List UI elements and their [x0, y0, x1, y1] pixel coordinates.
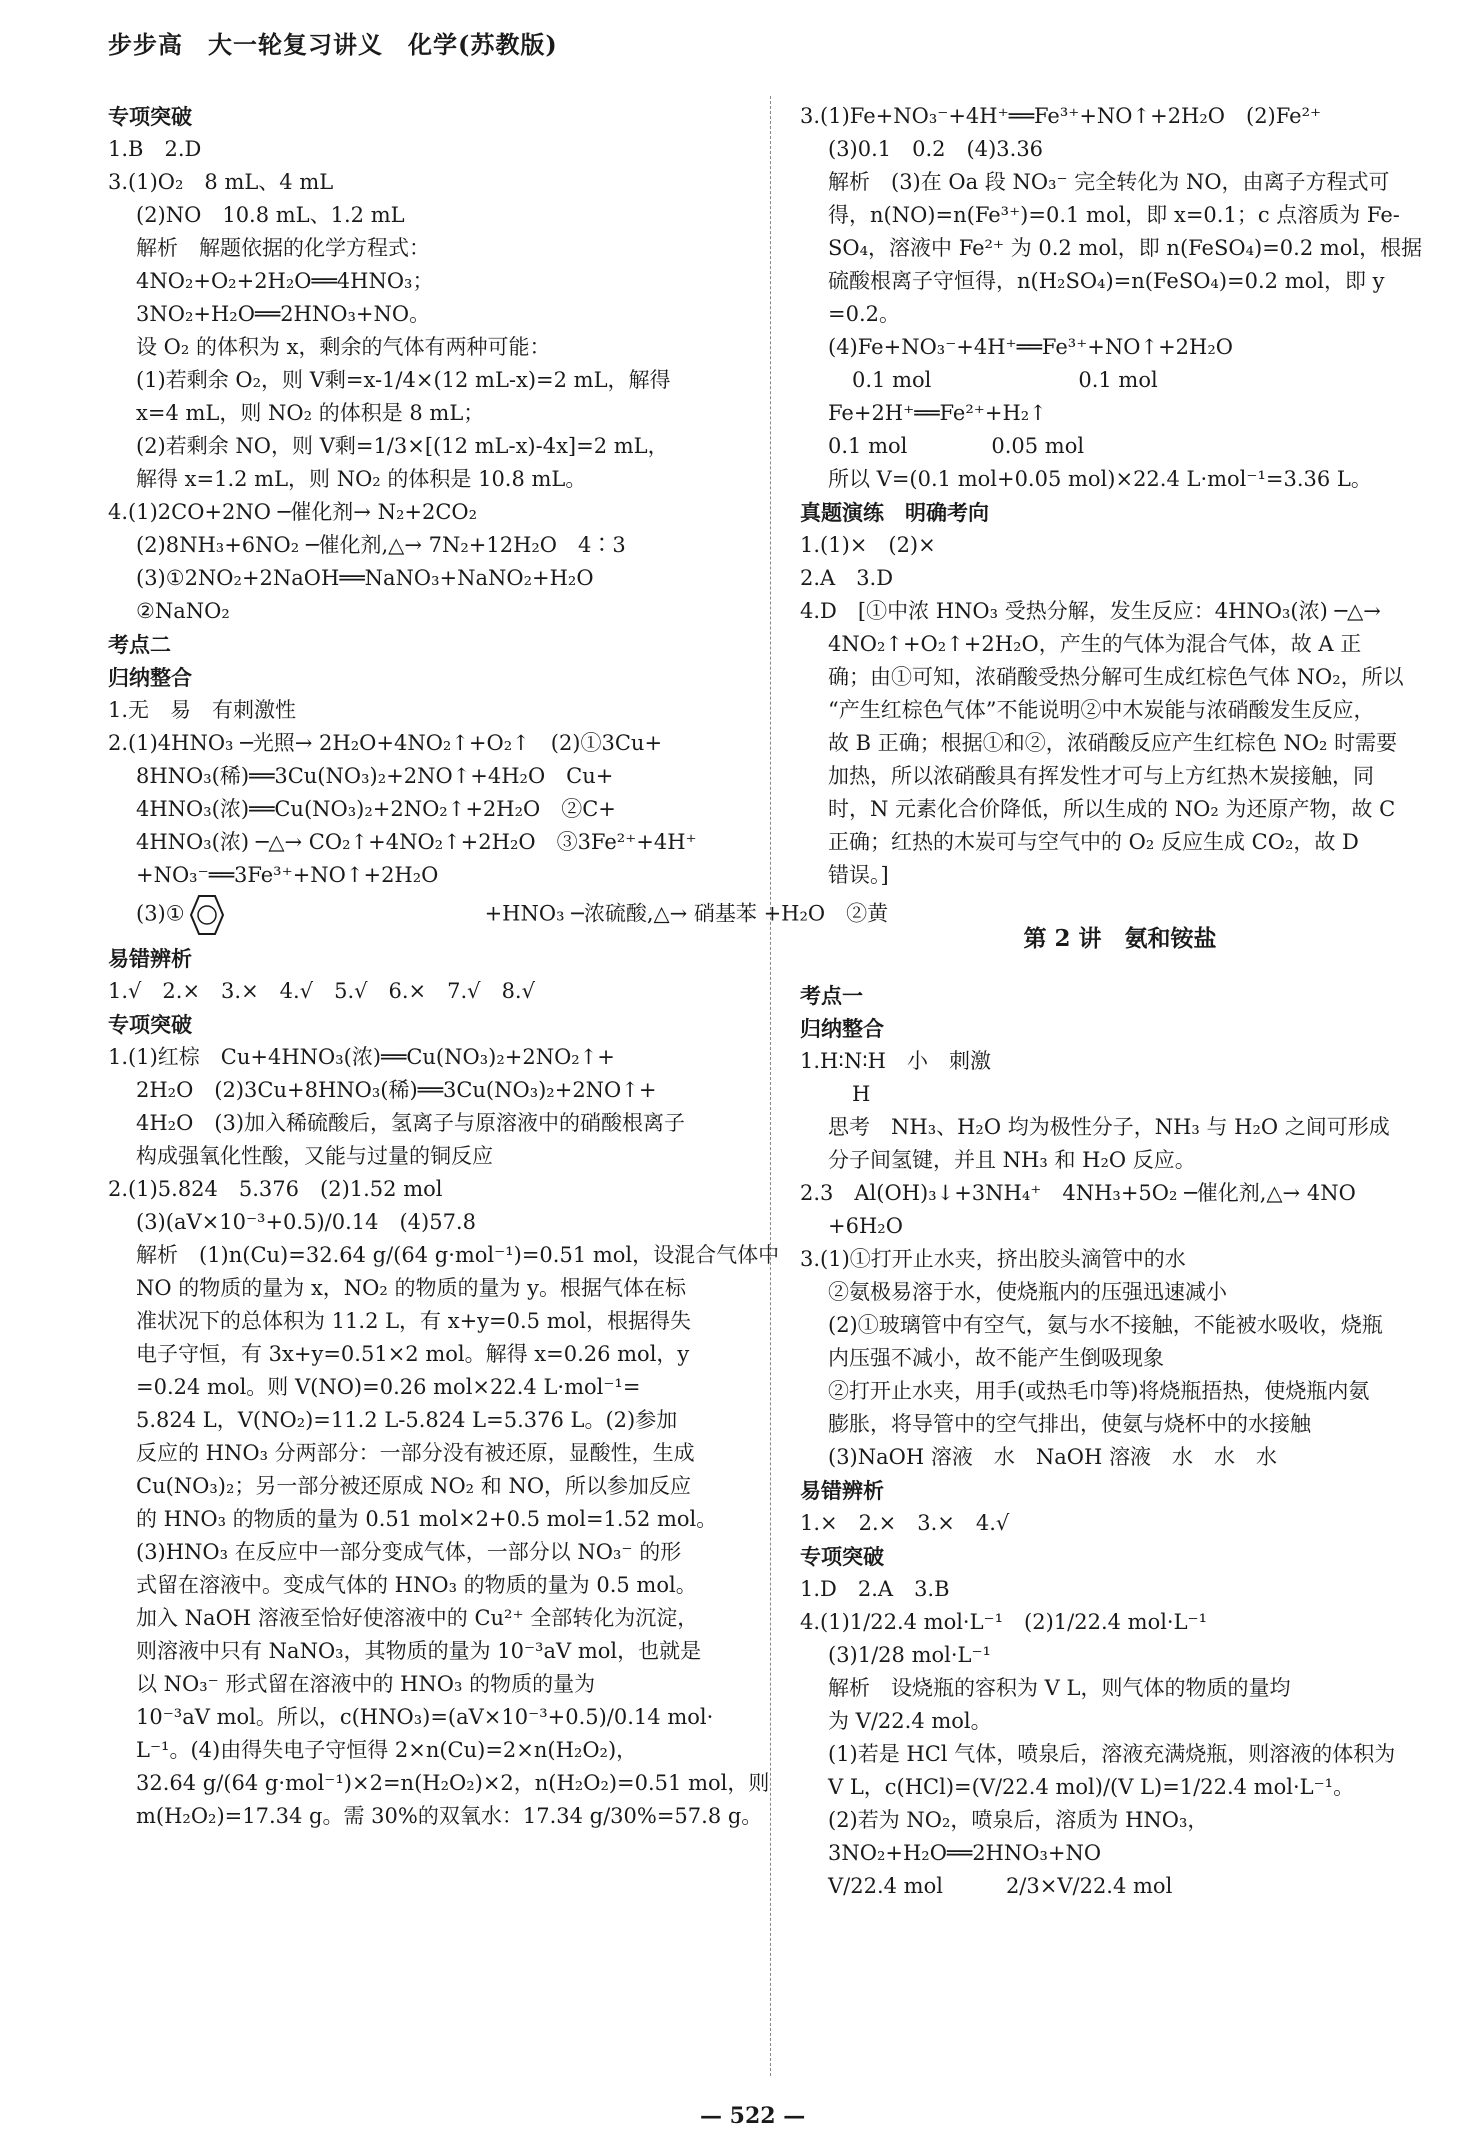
text-line: [800, 1870, 1440, 1903]
text-line: [800, 133, 1440, 166]
text-line: [108, 1041, 748, 1074]
text-line: [108, 1569, 748, 1602]
running-header: 步步高 大一轮复习讲义 化学(苏教版): [108, 30, 558, 59]
text-line: [800, 1078, 1440, 1111]
line-text: 0.1 mol 0.1 mol: [852, 368, 1158, 392]
line-text: 正确；红热的木炭可与空气中的 O₂ 反应生成 CO₂，故 D: [828, 830, 1359, 854]
line-text: 1.√ 2.× 3.× 4.√ 5.√ 6.× 7.√ 8.√: [108, 979, 535, 1003]
line-text: (1)若剩余 O₂，则 V剩=x-1/4×(12 mL-x)=2 mL，解得: [136, 368, 671, 392]
text-line: [800, 1045, 1440, 1078]
section-heading: [108, 100, 748, 133]
line-text: 1.无 易 有刺激性: [108, 698, 297, 722]
line-text: (1)若是 HCl 气体，喷泉后，溶液充满烧瓶，则溶液的体积为: [828, 1742, 1396, 1766]
line-text: 专项突破: [800, 1544, 884, 1569]
text-line: [800, 1672, 1440, 1705]
text-line: [108, 1767, 770, 1800]
text-line: [800, 1441, 1440, 1474]
line-text: 3NO₂+H₂O══2HNO₃+NO: [828, 1841, 1102, 1865]
line-text: H: [852, 1082, 871, 1106]
text-line: [108, 727, 748, 760]
text-line: [108, 760, 748, 793]
line-text: 1.× 2.× 3.× 4.√: [800, 1511, 1010, 1535]
text-line: [108, 1074, 748, 1107]
section-heading: [108, 628, 748, 661]
benzene-structure-icon: [185, 892, 485, 938]
text-line: [800, 100, 1440, 133]
line-text: =0.24 mol。则 V(NO)=0.26 mol×22.4 L·mol⁻¹=: [136, 1375, 641, 1399]
line-text: (3)①2NO₂+2NaOH══NaNO₃+NaNO₂+H₂O: [136, 566, 594, 590]
line-text: x=4 mL，则 NO₂ 的体积是 8 mL；: [136, 401, 485, 425]
line-text: (2)若剩余 NO，则 V剩=1/3×[(12 mL-x)-4x]=2 mL，: [136, 434, 669, 458]
section-heading: [800, 1540, 1440, 1573]
line-text: 式留在溶液中。变成气体的 HNO₃ 的物质的量为 0.5 mol。: [136, 1573, 697, 1597]
text-line: [108, 892, 889, 942]
line-text: Cu(NO₃)₂；另一部分被还原成 NO₂ 和 NO，所以参加反应: [136, 1474, 692, 1498]
text-line: [108, 1536, 748, 1569]
text-line: [800, 826, 1440, 859]
text-line: [108, 1206, 748, 1239]
text-line: [800, 1144, 1440, 1177]
text-line: [108, 1140, 748, 1173]
text-line: [800, 1210, 1440, 1243]
line-text: 2.3 Al(OH)₃↓+3NH₄⁺ 4NH₃+5O₂ ─催化剂,△→ 4NO: [800, 1181, 1356, 1205]
text-line: [108, 826, 748, 859]
line-text: (3)1/28 mol·L⁻¹: [828, 1643, 991, 1667]
line-text: 错误。]: [828, 863, 889, 887]
text-line: [108, 463, 748, 496]
line-text: 所以 V=(0.1 mol+0.05 mol)×22.4 L·mol⁻¹=3.36 L。: [828, 467, 1372, 491]
line-text: 2.(1)4HNO₃ ─光照→ 2H₂O+4NO₂↑+O₂↑ (2)①3Cu+: [108, 731, 663, 755]
section-heading: [800, 1012, 1440, 1045]
text-line: [108, 529, 748, 562]
section-heading: [800, 979, 1440, 1012]
line-text: 准状况下的总体积为 11.2 L，有 x+y=0.5 mol，根据得失: [136, 1309, 691, 1333]
text-line: [800, 1309, 1440, 1342]
text-line: [800, 1837, 1440, 1870]
line-text: 考点二: [108, 632, 171, 657]
line-text: 时，N 元素化合价降低，所以生成的 NO₂ 为还原产物，故 C: [828, 797, 1396, 821]
line-text: (2)①玻璃管中有空气，氨与水不接触，不能被水吸收，烧瓶: [828, 1313, 1383, 1337]
text-line: [800, 760, 1440, 793]
line-text: (3)NaOH 溶液 水 NaOH 溶液 水 水 水: [828, 1445, 1277, 1469]
line-text: NO 的物质的量为 x，NO₂ 的物质的量为 y。根据气体在标: [136, 1276, 687, 1300]
text-line: [800, 1111, 1440, 1144]
text-line: [800, 1375, 1440, 1408]
line-text: 3.(1)Fe+NO₃⁻+4H⁺══Fe³⁺+NO↑+2H₂O (2)Fe²⁺: [800, 104, 1322, 128]
line-text: 4H₂O (3)加入稀硫酸后，氢离子与原溶液中的硝酸根离子: [136, 1111, 686, 1135]
line-text: 以 NO₃⁻ 形式留在溶液中的 HNO₃ 的物质的量为: [136, 1672, 596, 1696]
line-text: ②打开止水夹，用手(或热毛巾等)将烧瓶捂热，使烧瓶内氨: [828, 1379, 1370, 1403]
line-text: V L，c(HCl)=(V/22.4 mol)/(V L)=1/22.4 mol·L⁻¹。: [828, 1775, 1355, 1799]
line-text: 解析 解题依据的化学方程式：: [136, 236, 430, 260]
line-text: 归纳整合: [108, 665, 192, 690]
line-text: 4.(1)2CO+2NO ─催化剂→ N₂+2CO₂: [108, 500, 478, 524]
text-line: [108, 298, 748, 331]
line-text: 的 HNO₃ 的物质的量为 0.51 mol×2+0.5 mol=1.52 mol。: [136, 1507, 718, 1531]
line-text: 确；由①可知，浓硝酸受热分解可生成红棕色气体 NO₂，所以: [828, 665, 1404, 689]
text-line: [800, 298, 1440, 331]
line-text: 4.D [①中浓 HNO₃ 受热分解，发生反应：4HNO₃(浓) ─△→: [800, 599, 1381, 623]
text-line: [108, 430, 748, 463]
line-text: 4.(1)1/22.4 mol·L⁻¹ (2)1/22.4 mol·L⁻¹: [800, 1610, 1208, 1634]
line-text: (3)①: [136, 901, 185, 926]
line-text: “产生红棕色气体”不能说明②中木炭能与浓硝酸发生反应，: [828, 698, 1375, 722]
line-text: 1.B 2.D: [108, 137, 202, 161]
line-text: ②NaNO₂: [136, 599, 230, 623]
line-text: 解析 (3)在 Oa 段 NO₃⁻ 完全转化为 NO，由离子方程式可: [828, 170, 1390, 194]
line-text: 归纳整合: [800, 1016, 884, 1041]
text-line: [800, 859, 1440, 892]
section-heading: [800, 1474, 1440, 1507]
line-text: 2.A 3.D: [800, 566, 894, 590]
text-line: [800, 1276, 1440, 1309]
line-text: 专项突破: [108, 104, 192, 129]
text-line: [800, 1243, 1440, 1276]
line-text: 得，n(NO)=n(Fe³⁺)=0.1 mol，即 x=0.1；c 点溶质为 Fe-: [828, 203, 1400, 227]
text-line: [800, 1342, 1440, 1375]
line-text: (3)HNO₃ 在反应中一部分变成气体，一部分以 NO₃⁻ 的形: [136, 1540, 682, 1564]
line-text: 4HNO₃(浓) ─△→ CO₂↑+4NO₂↑+2H₂O ③3Fe²⁺+4H⁺: [136, 830, 697, 854]
text-line: [108, 562, 748, 595]
line-text: 构成强氧化性酸，又能与过量的铜反应: [136, 1144, 493, 1168]
nitration-caption: +HNO₃ ─浓硫酸,△→ 硝基苯 +H₂O ②黄: [484, 901, 889, 926]
line-text: 则溶液中只有 NaNO₃，其物质的量为 10⁻³aV mol，也就是: [136, 1639, 702, 1663]
line-text: 5.824 L，V(NO₂)=11.2 L-5.824 L=5.376 L。(2)参加: [136, 1408, 678, 1432]
line-text: 思考 NH₃、H₂O 均为极性分子，NH₃ 与 H₂O 之间可形成: [828, 1115, 1390, 1139]
text-line: [800, 661, 1440, 694]
text-line: [108, 1239, 780, 1272]
line-text: 反应的 HNO₃ 分两部分：一部分没有被还原，显酸性，生成: [136, 1441, 695, 1465]
text-line: [108, 1173, 748, 1206]
text-line: [800, 1507, 1440, 1540]
line-text: 4NO₂↑+O₂↑+2H₂O，产生的气体为混合气体，故 A 正: [828, 632, 1362, 656]
text-line: [108, 265, 748, 298]
text-line: [108, 1338, 748, 1371]
text-line: [800, 331, 1440, 364]
line-text: 4HNO₃(浓)══Cu(NO₃)₂+2NO₂↑+2H₂O ②C+: [136, 797, 616, 821]
line-text: 3.(1)O₂ 8 mL、4 mL: [108, 170, 334, 194]
line-text: ②氨极易溶于水，使烧瓶内的压强迅速减小: [828, 1280, 1227, 1304]
page-number: — 522 —: [700, 2103, 806, 2129]
line-text: Fe+2H⁺══Fe²⁺+H₂↑: [828, 401, 1047, 425]
text-line: [108, 1503, 748, 1536]
line-text: m(H₂O₂)=17.34 g。需 30%的双氧水：17.34 g/30%=57.8 g。: [136, 1804, 763, 1828]
section-heading: [108, 661, 748, 694]
line-text: 1.(1)红棕 Cu+4HNO₃(浓)══Cu(NO₃)₂+2NO₂↑+: [108, 1045, 615, 1069]
text-line: [108, 595, 748, 628]
line-text: 2.(1)5.824 5.376 (2)1.52 mol: [108, 1177, 443, 1201]
line-text: 4NO₂+O₂+2H₂O══4HNO₃；: [136, 269, 434, 293]
text-line: [108, 1668, 748, 1701]
line-text: 1.D 2.A 3.B: [800, 1577, 950, 1601]
text-line: [108, 1404, 748, 1437]
line-text: 0.1 mol 0.05 mol: [828, 434, 1085, 458]
line-text: 硫酸根离子守恒得，n(H₂SO₄)=n(FeSO₄)=0.2 mol，即 y: [828, 269, 1385, 293]
text-line: [108, 859, 748, 892]
line-text: 设 O₂ 的体积为 x，剩余的气体有两种可能：: [136, 335, 551, 359]
line-text: 3NO₂+H₂O══2HNO₃+NO。: [136, 302, 431, 326]
text-line: [800, 430, 1440, 463]
line-text: 解析 (1)n(Cu)=32.64 g/(64 g·mol⁻¹)=0.51 mol，设混合气体中: [136, 1243, 780, 1267]
text-line: [800, 364, 1440, 397]
line-text: 解析 设烧瓶的容积为 V L，则气体的物质的量均: [828, 1676, 1291, 1700]
text-line: [800, 529, 1440, 562]
text-line: [108, 793, 748, 826]
text-line: [800, 562, 1440, 595]
line-text: =0.2。: [828, 302, 900, 326]
text-line: [108, 364, 748, 397]
text-line: [800, 1639, 1440, 1672]
text-line: [108, 1371, 748, 1404]
text-line: [108, 1701, 748, 1734]
text-line: [800, 397, 1440, 430]
line-text: 分子间氢键，并且 NH₃ 和 H₂O 反应。: [828, 1148, 1196, 1172]
text-line: [108, 133, 748, 166]
line-text: 故 B 正确；根据①和②，浓硝酸反应产生红棕色 NO₂ 时需要: [828, 731, 1398, 755]
text-line: [800, 166, 1440, 199]
text-line: [108, 1305, 748, 1338]
line-text: 内压强不减小，故不能产生倒吸现象: [828, 1346, 1164, 1370]
text-line: [800, 1804, 1440, 1837]
text-line: [800, 1573, 1440, 1606]
line-text: 考点一: [800, 983, 863, 1008]
line-text: +6H₂O: [828, 1214, 903, 1238]
line-text: V/22.4 mol 2/3×V/22.4 mol: [828, 1874, 1173, 1898]
line-text: (2)8NH₃+6NO₂ ─催化剂,△→ 7N₂+12H₂O 4∶3: [136, 533, 626, 557]
text-line: [800, 1177, 1440, 1210]
text-line: [800, 1606, 1440, 1639]
right-column: [800, 100, 1440, 1903]
text-line: [800, 1705, 1440, 1738]
text-line: [800, 1408, 1440, 1441]
line-text: +NO₃⁻══3Fe³⁺+NO↑+2H₂O: [136, 863, 439, 887]
line-text: 8HNO₃(稀)══3Cu(NO₃)₂+2NO↑+4H₂O Cu+: [136, 764, 614, 788]
section-heading: [800, 496, 1440, 529]
text-line: [108, 166, 748, 199]
line-text: L⁻¹。(4)由得失电子守恒得 2×n(Cu)=2×n(H₂O₂)，: [136, 1738, 638, 1762]
text-line: [108, 331, 748, 364]
text-line: [108, 1272, 748, 1305]
text-line: [800, 1738, 1440, 1771]
text-line: [108, 1635, 748, 1668]
text-line: [800, 694, 1440, 727]
text-line: [800, 793, 1440, 826]
line-text: 加热，所以浓硝酸具有挥发性才可与上方红热木炭接触，同: [828, 764, 1374, 788]
text-line: [108, 1437, 748, 1470]
text-line: [800, 1771, 1440, 1804]
text-line: [800, 595, 1440, 628]
line-text: 1.(1)× (2)×: [800, 533, 936, 557]
line-text: (2)若为 NO₂，喷泉后，溶质为 HNO₃，: [828, 1808, 1209, 1832]
text-line: [108, 1800, 763, 1833]
text-line: [108, 1107, 748, 1140]
text-line: [800, 463, 1440, 496]
line-text: 为 V/22.4 mol。: [828, 1709, 992, 1733]
line-text: 电子守恒，有 3x+y=0.51×2 mol。解得 x=0.26 mol，y: [136, 1342, 690, 1366]
line-text: 易错辨析: [800, 1478, 884, 1503]
line-text: (3)0.1 0.2 (4)3.36: [828, 137, 1044, 161]
line-text: 真题演练 明确考向: [800, 500, 989, 525]
text-line: [108, 199, 748, 232]
line-text: 专项突破: [108, 1012, 192, 1037]
line-text: 解得 x=1.2 mL，则 NO₂ 的体积是 10.8 mL。: [136, 467, 587, 491]
text-line: [800, 727, 1440, 760]
line-text: 1.H∶N∶H 小 刺激: [800, 1049, 991, 1073]
line-text: SO₄，溶液中 Fe²⁺ 为 0.2 mol，即 n(FeSO₄)=0.2 mol，根据: [828, 236, 1423, 260]
line-text: 32.64 g/(64 g·mol⁻¹)×2=n(H₂O₂)×2，n(H₂O₂)=0.51 mol，则: [136, 1771, 770, 1795]
text-line: [108, 694, 748, 727]
line-text: 10⁻³aV mol。所以，c(HNO₃)=(aV×10⁻³+0.5)/0.14 mol·: [136, 1705, 714, 1729]
text-line: [108, 1470, 748, 1503]
line-text: 易错辨析: [108, 946, 192, 971]
line-text: 2H₂O (2)3Cu+8HNO₃(稀)══3Cu(NO₃)₂+2NO↑+: [136, 1078, 657, 1102]
line-text: 加入 NaOH 溶液至恰好使溶液中的 Cu²⁺ 全部转化为沉淀，: [136, 1606, 699, 1630]
text-line: [800, 265, 1440, 298]
line-text: 第 2 讲 氨和铵盐: [1023, 925, 1217, 952]
text-line: [108, 232, 748, 265]
text-line: [800, 628, 1440, 661]
section-heading: [800, 922, 1440, 955]
line-text: (4)Fe+NO₃⁻+4H⁺══Fe³⁺+NO↑+2H₂O: [828, 335, 1233, 359]
section-heading: [108, 942, 748, 975]
text-line: [108, 397, 748, 430]
line-text: 3.(1)①打开止水夹，挤出胶头滴管中的水: [800, 1247, 1186, 1271]
line-text: (3)(aV×10⁻³+0.5)/0.14 (4)57.8: [136, 1210, 476, 1234]
section-heading: [108, 1008, 748, 1041]
text-line: [108, 1602, 748, 1635]
line-text: 膨胀，将导管中的空气排出，使氨与烧杯中的水接触: [828, 1412, 1311, 1436]
text-line: [108, 975, 748, 1008]
text-line: [800, 232, 1440, 265]
text-line: [800, 199, 1440, 232]
text-line: [108, 1734, 748, 1767]
line-text: (2)NO 10.8 mL、1.2 mL: [136, 203, 405, 227]
text-line: [108, 496, 748, 529]
column-divider: [770, 96, 772, 2076]
